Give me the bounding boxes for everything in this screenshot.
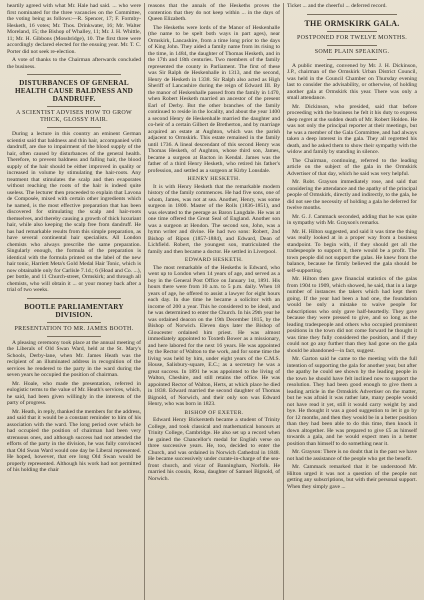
divider <box>27 298 121 299</box>
section-heading-edward-hesketh: EDWARD HESKETH. <box>184 257 244 263</box>
article-paragraph: Edward Henry Bickersteth became a student of Trinity College, and took classical and mathematical honours at Trinity College, Cambridge. He also set up a record when he gained the Chancellor's medal for English verse on three successive years. He, too, decided to enter the Church, and was ordained in Norwich Cathedral in 1848. He became successively under curate-in-charge of the sea-front church, and vicar of Banningham, Norfolk. He married his cousin, Rosa, daughter of Samuel Bignold, of Norwich. <box>148 417 280 482</box>
divider <box>47 322 101 323</box>
article-paragraph: A pleasing ceremony took place at the annual meeting of the Liberals of Old Swan Ward, held at the St. Mary's Schools, Derby-lane, when Mr. James Heath was the recipient of an illuminated address in recognition of the services he rendered to the party in the ward during the seven years he occupied the position of chairman. <box>7 339 141 378</box>
article-subhead-plain-speaking: SOME PLAIN SPEAKING. <box>314 48 390 55</box>
col2-intro-paragraph-2: The Heskeths were lords of the Manor of Heskenhalle (the name to be spelt both ways in part ages), near Ormskirk, Lancashire, from a time long prior to the days of King John. They aided a family name from its rising to the time, in 1484, the daughter of Thomas Hesketh, and in the 17th and 18th centuries. Two members of the family represented the county in Parliament. The first of these was Sir Ralph de Heskenhalle in 1313, and the second, Henry de Hesketh in 1338. Sir Ralph also acted as High Sheriff of Lancashire during the reign of Edward III. By the manor of Heskenhalle passed from the family in 1470, when Robert Hesketh married an ancestor of the present Earl of Derby. But the other branches of the family continued to reside in the locality, and about the year 1400 a second Henry de Heskenhalle married the daughter and co-heir of a certain Gilbert de Bretherton, and by marriage acquired an estate at Aughton, which was the parish adjacent to Ormskirk. This estate remained in the family until 1736. A lineal descendant of this second Henry was Thomas Hesketh, of Aughton, whose third son, James, became a surgeon at Bacton in Kendal. James was the father of a third Henry Hesketh, who retired his father's profession, and settled as a surgeon at Kirby Lonsdale. <box>148 24 280 174</box>
divider <box>327 45 377 46</box>
article-paragraph: Mr. Dickinson, who presided, said that before proceeding with the business he felt it his duty to express deep regret at the sudden death of Mr. Robert Holden. He was not only the principal reporter at their meetings, but he was a member of the Gala Committee, and had always taken a deep interest in the gala. They all regretted his death, and he asked them to show their sympathy with the widow and family by standing in silence. <box>287 103 417 155</box>
section-heading-henry-hesketh: HENRY HESKETH. <box>187 176 241 182</box>
article-paragraph: Mr. G. J. Cammack seconded, adding that he was quite in sympathy with Mr. Grayson's remarks. <box>287 213 417 226</box>
article-paragraph: A public meeting, convened by Mr. J. H. Dickinson, J.P., chairman of the Ormskirk Urban District Council, was held in the Council Chamber on Thursday evening last to consider the advisability, or otherwise, of holding another gala at Ormskirk this year. There was only a small attendance. <box>287 62 417 101</box>
divider <box>47 336 101 337</box>
article-paragraph: It is with Henry Hesketh that the remarkable modern history of the family commences. He had five sons, one of whom, James, was not at sea. Another, Henry, was some surgeon in 1800. Master of the Rolls (1836-1851), and was elevated to the peerage as Baron Langdale. He was at one time offered the Great Seal of England. Another son was a surgeon at Hendon. The second son, John, was a hymn writer and divine. He had two sons: Robert, 2nd Bishop of Ripon (1857-1884), and Edward, Dean of Lichfield. Robert, the youngest son, matriculated the family and then became a doctor. He settled in Liverpool. <box>148 183 280 255</box>
article-subhead-presentation: PRESENTATION TO MR. JAMES BOOTH. <box>14 325 134 332</box>
article-paragraph: Mr. Robt. Grayson immediately rose, and said that considering the attendance and the apathy of the principal people of Ormskirk, directly and indirectly, to the gala, he did not see the necessity of holding a gala he deferred for twelve months. <box>287 179 417 211</box>
column-middle <box>144 3 283 600</box>
divider <box>327 31 377 32</box>
article-subhead-hair: A SCIENTIST ADVISES HOW TO GROW THICK, GLOSSY HAIR. <box>15 110 133 123</box>
article-paragraph: During a lecture in this country an eminent German scientist said that baldness and thin hair, accompanied with dandruff, are due to impairment of the blood supply of the hair, often caused by disturbances of the general health. Therefore, to prevent baldness and falling hair, the blood supply of the hair should be either improved in quality or increased in volume by stimulating the hair-roots. Any treatment that stimulates the scalp and then evaporates without reaching the roots of the hair is indeed quite useless. The lecturer then proceeded to explain that Lavona de Composée, mixed with certain other ingredients which he named, is the most effective preparation that has been discovered for stimulating the scalp and hair-roots themselves, and thereby causing a growth of thick luxuriant hair, while also keeping the scalp free from dandruff. He has had remarkable results from this simple preparation, as have several continental hair specialists. All London chemists who always prescribe the same preparation. Singularly enough, the formula of the preparation is identical with the formula printed on the label of the new hair tonic, Harriett Meta's Gold Medal Hair Tonic, which is now obtainable only for Carlisle 7.1d.; 6 (Hoad and Co. ...), per bottle, and 11 Church-street, Ormskirk; and through all chemists, who will obtain it ... or your money back after a trial of two weeks. <box>7 131 141 293</box>
article-paragraph: The Chairman, continuing, referred to the leading article on the subject of the gala in the Ormskirk Advertiser of that day, which he said was very helpful. <box>287 157 417 177</box>
article-paragraph: Mr. H. Hilton suggested, and said it was time the thing was really looked at in a proper way from a business standpoint. To begin with, if they should get all the tradespeople to support it, there would be a profit. The town people did not support the galas. He knew from the balance, because he firmly believed the gala should be self-supporting. <box>287 228 417 274</box>
divider <box>27 74 121 75</box>
divider <box>307 14 397 15</box>
article-headline-ormskirk-gala: THE ORMSKIRK GALA. <box>304 18 400 28</box>
column-left <box>4 3 144 600</box>
divider <box>327 59 377 60</box>
article-headline-bootle: BOOTLE PARLIAMENTARY DIVISION. <box>24 302 124 319</box>
col2-intro-paragraph-1: reasons that the annals of the Heskeths proves the contention that they do not keep within ... in the days of Queen Elizabeth. <box>148 3 280 22</box>
column-right <box>283 3 420 600</box>
article-paragraph: Mr. Hilton then gave financial statistics of the galas from 1904 to 1909, which showed, he said, that in a large number of instances the takers which had kept them going. If the year had been a bad one, the foundation would be only a mistake to waive people for subscriptions who only gave half-heartedly. They gave because they were pressed to give, and so long as the leading tradespeople and others who occupied prominent positions in the town did not come forward he thought it was time they fully considered the position, and if they could not go any further than they had gone on the gala should be abandoned—in fact, suggest. <box>287 276 417 354</box>
col3-intro-paragraph: Ticket ... and the cheerful ... deferred record. <box>287 3 387 9</box>
article-paragraph: Mr. Heath, in reply, thanked the members for the address, and said that it would be a constant reminder to him of his association with the ward. The long period over which he had occupied the position of chairman had been very strenuous ones, and although success had not attended the efforts of the party in the division, he was fully convinced that Old Swan Ward would one day be Liberal represented. He hoped, however, that ere long Old Swan would be properly represented. Although his work had not permitted of his holding the chair <box>7 408 141 473</box>
divider <box>47 127 101 128</box>
column-container <box>4 3 420 600</box>
divider <box>47 106 101 107</box>
article-paragraph: The most remarkable of the Heskeths is Edward, who went up to London when 14 years of age, and served as a boy in the General Post Office on January 1st, 1891. His hours there were from 10 a.m. to 5 p.m. daily. When 18 years of age, he offered to assist a lawyer for eight hours each day. In due time he became a solicitor with an income of 200 a year. This he considered to be ideal, and he was determined to enter the Church. In his 29th year he was ordained deacon on the 19th December 1815, by the Bishop of Norwich. Eleven days later the Bishop of Gloucester ordained him priest. He was almost immediately appointed to Toxteth Bower as a missionary, and here labored for the next 16 years. He was appointed by the Rector of Walton to the work, and for some time the living was held by him, under eight years of the C.M.S. House, Salisbury-square, E.C.; as a secretary he was a great success. In 1891 he was appointed to the living of Walton, Cheshire, and still retains the office. He was appointed Rector of Walton, Herts, at which place he died in 1838. Edward married the second daughter of Thomas Bignold, of Norwich, and their only son was Edward Henry, who was born in 1823. <box>148 264 280 407</box>
article-paragraph: Mr. Cammack remarked that it be understood Mr. Hilton urged it was not a question of the people not getting any subscriptions, but with their personal support. When they simply gave ... <box>287 464 417 490</box>
col1-intro-paragraph-2: A vote of thanks to the Chairman afterwards concluded the business. <box>7 57 141 70</box>
section-heading-bishop-of-exeter: BISHOP OF EXETER. <box>184 409 244 416</box>
article-subhead-postponed: POSTPONED FOR TWELVE MONTHS. <box>296 34 408 41</box>
article-paragraph: Mr. Hoale, who made the presentation, referred in eulogistic terms to the value of Mr. Heath's services, which, he said, had been given willingly in the interests of the party of progress. <box>7 380 141 406</box>
article-paragraph: Mr. Grayson: There is no doubt that in the past we have not had the assistance of the people who get the benefit. <box>287 449 417 462</box>
article-headline-baldness: DISTURBANCES OF GENERAL HEALTH CAUSE BALDNESS AND DANDRUFF. <box>15 79 133 103</box>
article-paragraph: Mr. Garton said he came to the meeting with the full intention of supporting the gala for another year, but after the apathy he could see shown by the leading people in the town he should have felt inclined now to support the resolution. They had been good enough to give them a leading article in the Ormskirk Advertiser on the matter, but he was afraid it was rather late, many people would not have read it yet, still it would carry weight by and bye. He thought it was a good suggestion to let it go by for 12 months, and then they would be in a better position than they had been able to do this time, then knock it down altogether. He was prepared to give £5 as himself towards a gala, and he would expect men in a better position than himself to do something near it. <box>287 356 417 447</box>
col1-intro-paragraph-1: heartily agreed with what Mr. Hale had said. ... who were first nominated for the three vacancies on the Committee, the voting being as follows:—R. Spencer, 17; F. Formby-Hesketh, 16 votes; Mr. Thos. Drinkwater, 16; Mr. Walter Moreland, 15; the Bishop of Whalley, 11; Mr. J. H. Whittle, 11; Mr. H. Gibbons (Mossbridge), 10. The first three were accordingly declared elected for the ensuing year. Mr. T. C. Porter did not seek re-election. <box>7 3 141 55</box>
